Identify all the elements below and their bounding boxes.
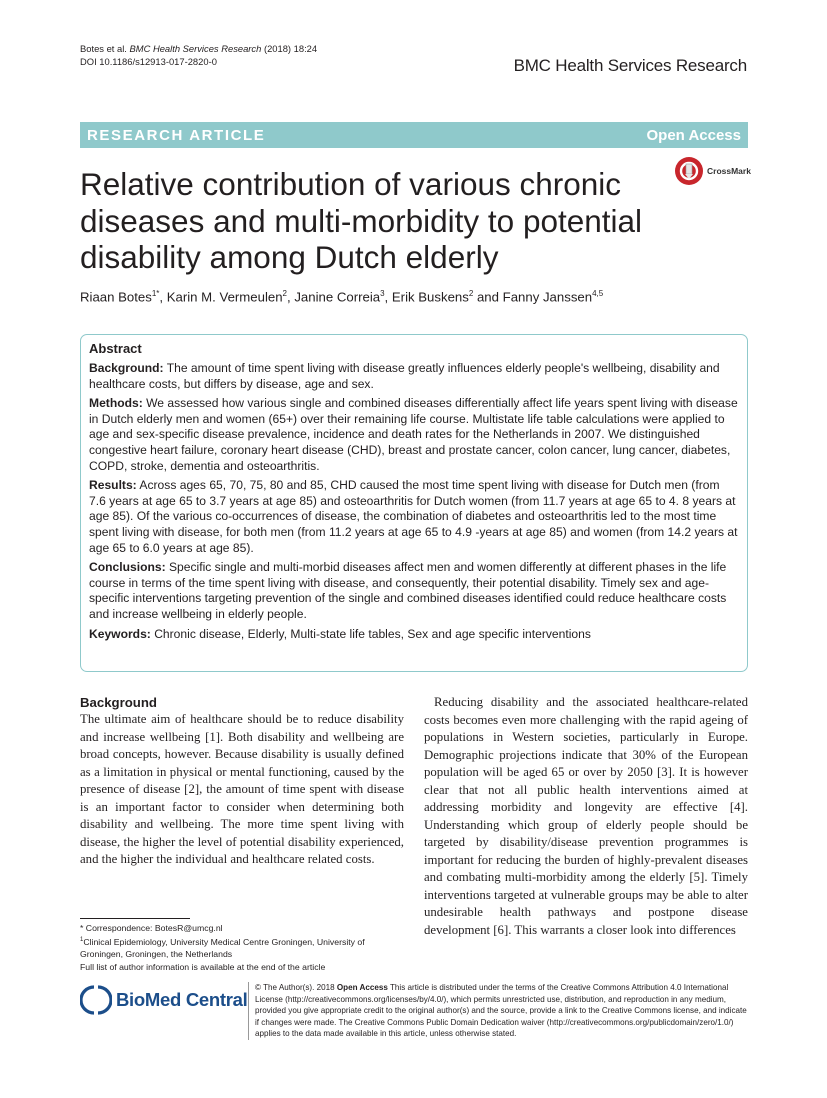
abstract-results xyxy=(89,478,739,556)
citation xyxy=(80,42,317,55)
author-info-note: Full list of author information is available at the end of the article xyxy=(80,961,326,972)
article-type-banner xyxy=(80,122,748,148)
abstract-conclusions xyxy=(89,560,739,622)
citation-journal: BMC Health Services Research xyxy=(129,43,262,54)
abstract-methods xyxy=(89,396,739,474)
citation-volume: (2018) 18:24 xyxy=(261,43,318,54)
author-separator: , xyxy=(384,289,392,305)
affiliation-mark: 1 xyxy=(80,937,84,944)
article-title: Relative contribution of various chronic diseases and multi-morbidity to potential disability among Dutch elderly xyxy=(80,166,643,275)
license-open-access: Open Access xyxy=(336,983,388,992)
abstract-section-label: Background: xyxy=(89,361,164,375)
doi[interactable]: DOI 10.1186/s12913-017-2820-0 xyxy=(80,56,217,67)
affiliation xyxy=(80,934,400,960)
abstract-section-text: Across ages 65, 70, 75, 80 and 85, CHD caused the most time spent living with disease for Dutch men (from 7.6 years at age 65 to 3.7 years at age 85) and osteoarthritis for Dutch women (from 11.7 years at age 65 to 4. 8 years at age 85). Of the various co-occurrences of disease, the combination of diabetes and osteoarthritis led to the most time spent living with disease, for both men (from 11.2 years at age 65 to 4.9 -years at age 85) and women (from 14.2 years at age 65 to 6.0 years at age 85). xyxy=(89,478,738,555)
author-separator: , xyxy=(287,289,295,305)
crossmark-label: CrossMark xyxy=(707,166,751,176)
correspondence: * Correspondence: BotesR@umcg.nl xyxy=(80,923,223,933)
body-paragraph: The ultimate aim of healthcare should be to reduce disability and increase wellbeing [1]. Both disability and wellbeing are broad concepts, however. Because disability is usually defined as a limitation in physical or mental functioning, caused by the presence of disease [2], the amount of time spent with disease is an important factor to consider when determining both disability and wellbeing. The more time spent living with disease, the higher the level of potential disability experienced, and the higher the individual and healthcare related costs. xyxy=(80,712,404,866)
biomed-central-wordmark: BioMed Central xyxy=(116,989,248,1010)
author-name[interactable]: Riaan Botes xyxy=(80,289,152,305)
journal-name: BMC Health Services Research xyxy=(513,56,747,75)
open-access-label: Open Access xyxy=(646,126,741,144)
abstract-section-label: Keywords: xyxy=(89,626,151,641)
biomed-central-icon xyxy=(80,984,112,1016)
abstract-heading: Abstract xyxy=(89,341,142,356)
author-name[interactable]: Karin M. Vermeulen xyxy=(166,289,283,305)
body-right-column xyxy=(424,694,748,939)
abstract-section-label: Conclusions: xyxy=(89,560,166,575)
abstract-section-text: Chronic disease, Elderly, Multi-state life tables, Sex and age specific interventions xyxy=(150,626,591,641)
author-affiliation-mark: 2 xyxy=(468,289,474,298)
citation-authors: Botes et al. xyxy=(80,43,130,54)
abstract-box xyxy=(80,334,748,672)
crossmark-icon xyxy=(674,156,704,186)
author-affiliation-mark: 1* xyxy=(151,289,160,298)
license-statement xyxy=(248,982,748,1040)
section-heading-background: Background xyxy=(80,695,157,710)
running-header xyxy=(80,42,317,68)
abstract-section-text: Specific single and multi-morbid diseases affect men and women differently at different phases in the life course in terms of the time spent living with disease, and consequently, their potential disability. Timely sex and age-specific interventions targeting prevention of the single and combined diseases identified could reduce healthcare costs and increase wellbeing in elderly people. xyxy=(89,560,727,621)
author-separator: , xyxy=(159,289,167,305)
footnote-divider xyxy=(80,918,190,919)
body-paragraph: Reducing disability and the associated healthcare-related costs becomes even more challenging with the rapid ageing of populations in Western societies, particularly in Europe. Demographic projections indicate that 30% of the European population will be aged 65 or over by 2050 [3]. It is however clear that not all public health interventions aimed at addressing morbidity and longevity are effective [4]. Understanding which group of elderly people should be targeted by disability/disease prevention programmes is important for reducing the burden of highly-prevalent diseases and combating multi-morbidity among the elderly [5]. Timely interventions targeted at vulnerable groups may be able to alter undesirable health pathways and postpone disease development [6]. This warrants a closer look into differences xyxy=(424,695,748,937)
abstract-keywords xyxy=(89,627,739,643)
abstract-section-label: Methods: xyxy=(89,396,143,411)
footnote xyxy=(80,922,400,973)
copyright: © The Author(s). 2018 xyxy=(255,983,337,992)
crossmark-button[interactable] xyxy=(674,156,751,186)
author-affiliation-mark: 2 xyxy=(282,289,287,298)
biomed-central-logo[interactable] xyxy=(80,984,247,1016)
author-name[interactable]: Fanny Janssen xyxy=(502,289,593,305)
author-list xyxy=(80,289,603,304)
author-affiliation-mark: 4,5 xyxy=(592,289,604,298)
author-name[interactable]: Erik Buskens xyxy=(391,289,469,305)
body-left-column xyxy=(80,694,404,869)
article-type-label: RESEARCH ARTICLE xyxy=(87,126,266,144)
author-separator: and xyxy=(473,289,503,305)
abstract-section-text: The amount of time spent living with disease greatly influences elderly people's wellbeing, disability and healthcare costs, but differs by disease, age and sex. xyxy=(89,361,720,391)
author-affiliation-mark: 3 xyxy=(380,289,385,298)
license-text: This article is distributed under the terms of the Creative Commons Attribution 4.0 International License (http://creativecommons.org/licenses/by/4.0/), which permits unrestricted use, distribution, and reproduction in any medium, provided you give appropriate credit to the original author(s) and the source, provide a link to the Creative Commons license, and indicate if changes were made. The Creative Commons Public Domain Dedication waiver (http://creativecommons.org/publicdomain/zero/1.0/) applies to the data made available in this article, unless otherwise stated. xyxy=(255,983,747,1038)
affiliation-text: Clinical Epidemiology, University Medical Centre Groningen, University of Groningen, Groningen, the Netherlands xyxy=(80,937,365,960)
author-name[interactable]: Janine Correia xyxy=(294,289,381,305)
abstract-background xyxy=(89,361,739,392)
abstract-section-text: We assessed how various single and combined diseases differentially affect life years spent living with disease in Dutch elderly men and women (65+) over their remaining life course. Multistate life table calculations were applied to age and sex-specific disease prevalence, incidence and death rates for the Netherlands in 2007. We distinguished congestive heart failure, coronary heart disease (CHD), breast and prostate cancer, colon cancer, lung cancer, diabetes, COPD, stroke, dementia and osteoarthritis. xyxy=(89,396,738,473)
abstract-section-label: Results: xyxy=(89,478,137,493)
